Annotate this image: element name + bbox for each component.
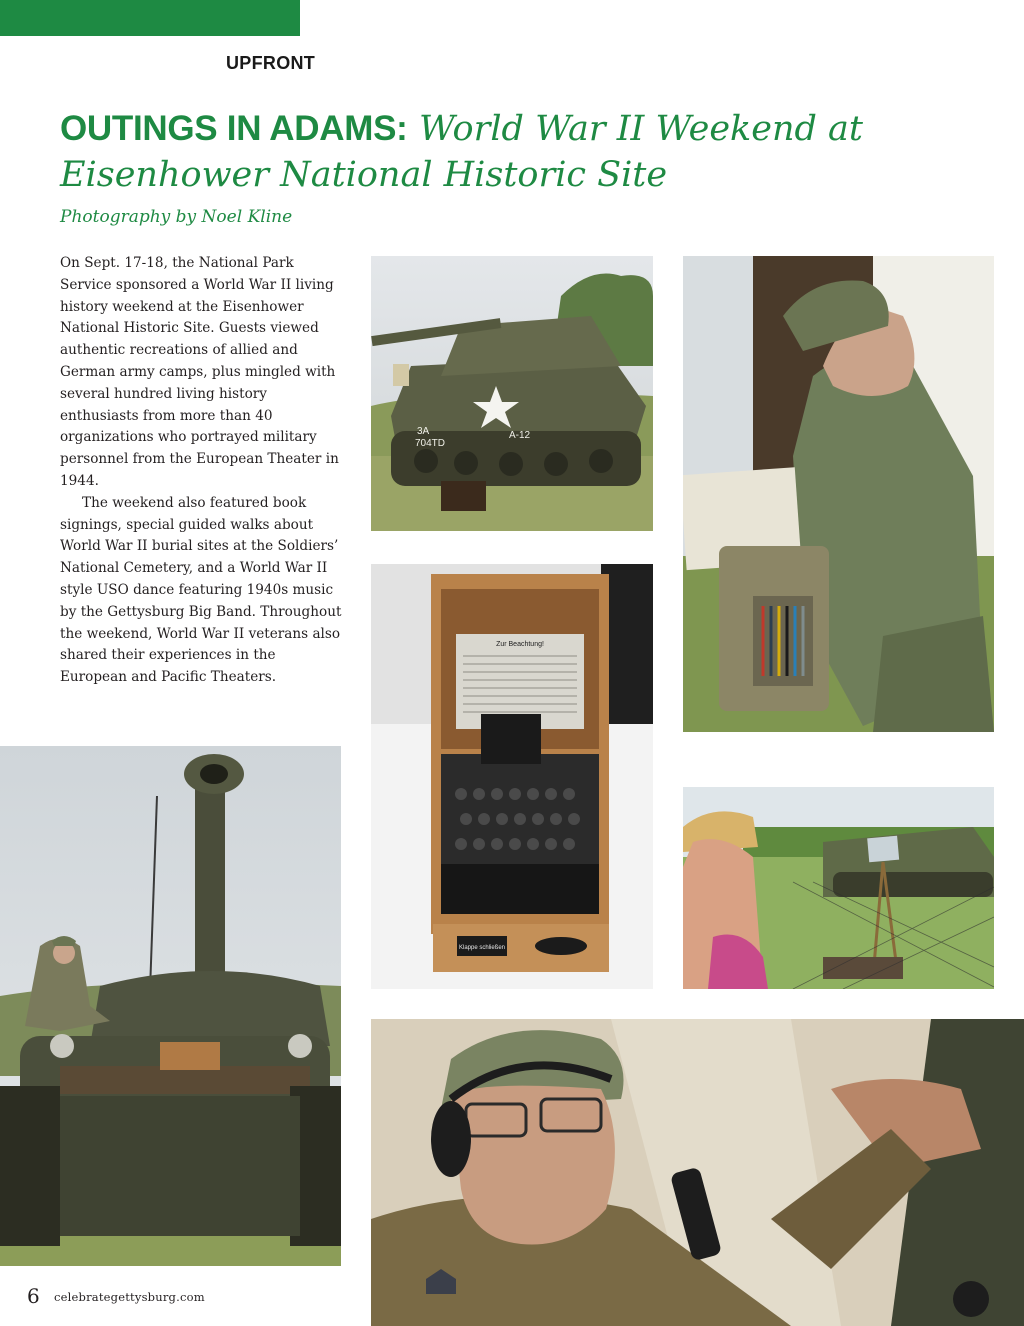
page-title — [60, 106, 960, 198]
tank-destroyer-photo — [371, 256, 653, 531]
headline-title: World War II Weekend at Eisenhower National Historic Site — [60, 109, 863, 195]
tank-marking-number: 704TD — [415, 438, 446, 449]
sherman-tank-photo — [0, 746, 341, 1266]
article-body — [60, 253, 345, 689]
enigma-notice-label: Zur Beachtung! — [496, 641, 544, 648]
page-number: 6 — [27, 1284, 40, 1308]
tank-marking-code: A-12 — [509, 430, 531, 441]
tank-marking-unit: 3A — [417, 426, 430, 437]
footer-url: celebrategettysburg.com — [54, 1290, 205, 1304]
enigma-lid-label: Klappe schließen — [458, 945, 506, 951]
soldier-map-case-photo — [683, 256, 994, 732]
painter-photo — [683, 787, 994, 989]
section-label: UPFRONT — [226, 53, 316, 73]
radio-operator-photo — [371, 1019, 1024, 1326]
headline-kicker: OUTINGS IN ADAMS: — [60, 109, 408, 148]
photo-credit: Photography by Noel Kline — [60, 207, 293, 227]
header-accent-bar — [0, 0, 300, 36]
enigma-machine-photo — [371, 564, 653, 989]
article-paragraph: On Sept. 17-18, the National Park Service sponsored a World War II living history weekend at the Eisenhower National Historic Site. Guests viewed authentic recreations of allied and German army camps, plus mingled with several hundred living history enthusiasts from more than 40 organizations who portrayed military personnel from the European Theater in 1944. — [60, 255, 339, 489]
article-paragraph: The weekend also featured book signings, special guided walks about World War II burial sites at the Soldiers’ National Cemetery, and a World War II style USO dance featuring 1940s music by the Gettysburg Big Band. Throughout the weekend, World War II veterans also shared their experiences in the European and Pacific Theaters. — [60, 494, 342, 686]
